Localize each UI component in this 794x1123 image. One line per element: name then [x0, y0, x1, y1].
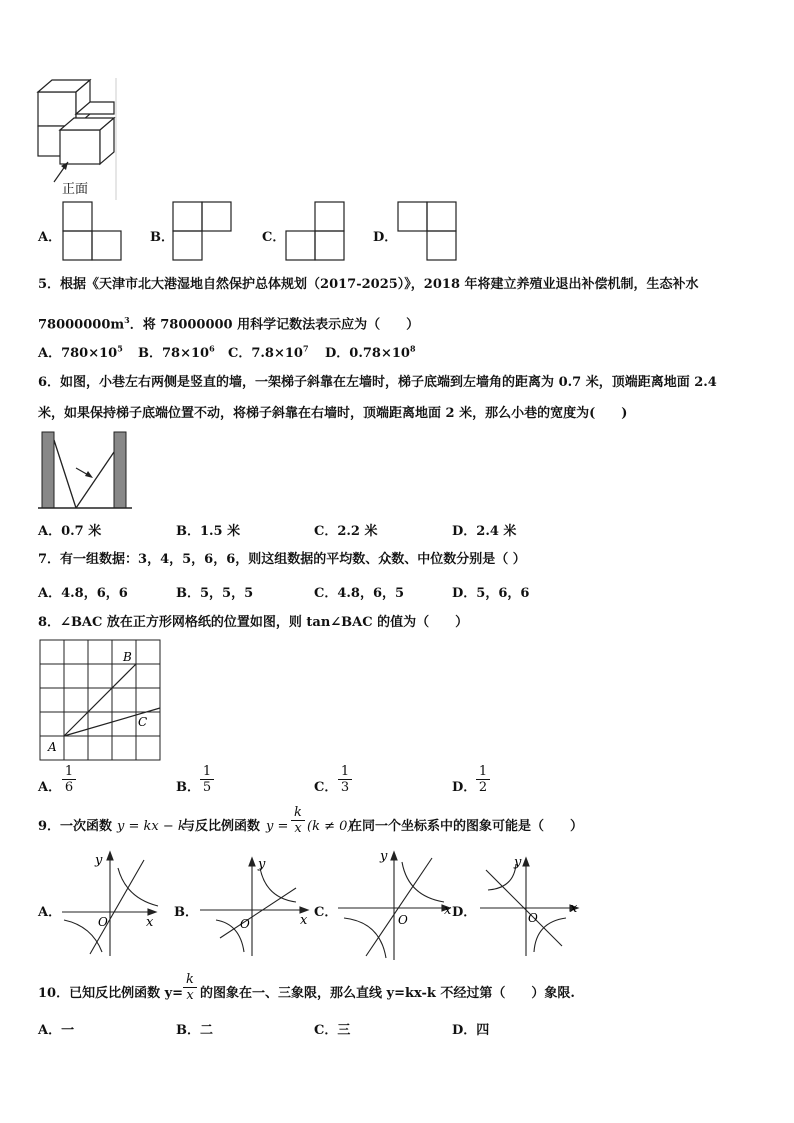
q10-option-b[interactable]: B．二	[176, 1023, 213, 1038]
q9-graph-d	[474, 848, 584, 958]
front-label: 正面	[62, 182, 89, 197]
q9-option-d-label[interactable]: D．	[452, 905, 477, 920]
q8-stem: 8．∠BAC 放在正方形网格纸的位置如图，则 tan∠BAC 的值为（ ）	[38, 615, 469, 630]
point-c-label: C	[138, 715, 148, 729]
point-a-label: A	[48, 740, 57, 754]
q8-option-b-label[interactable]: B．	[176, 780, 200, 795]
q4-option-a-label[interactable]: A．	[38, 230, 62, 245]
q10-option-d[interactable]: D．四	[452, 1023, 490, 1038]
ladder-figure	[38, 430, 132, 510]
q4-option-b-label[interactable]: B．	[150, 230, 174, 245]
q7-option-d[interactable]: D．5，6，6	[452, 586, 530, 601]
q10-stem-prefix: 10．已知反比例函数 y=	[38, 986, 184, 1001]
q9-graph-c	[336, 848, 456, 962]
q6-option-c[interactable]: C．2.2 米	[314, 524, 378, 539]
q9-inverse-fraction: $\frac{k}{x}$	[291, 805, 305, 836]
q6-option-b[interactable]: B．1.5 米	[176, 524, 241, 539]
q9-inverse-lhs: y =	[266, 819, 289, 834]
q8-option-d-label[interactable]: D．	[452, 780, 477, 795]
svg-text:x: x	[146, 915, 154, 930]
svg-text:O: O	[528, 911, 538, 925]
q8-option-a-label[interactable]: A．	[38, 780, 62, 795]
q5-option-b[interactable]: B．$78\times 10^6$	[138, 343, 215, 361]
q9-inverse-condition: (k ≠ 0)	[307, 819, 353, 834]
q4-option-c-figure	[285, 201, 347, 263]
q6-option-a[interactable]: A．0.7 米	[38, 524, 102, 539]
q9-option-b-label[interactable]: B．	[174, 905, 198, 920]
q6-stem-line1: 6．如图，小巷左右两侧是竖直的墙，一架梯子斜靠在左墙时，梯子底端到左墙角的距离为 0.7 米，顶端距离地面 2.4	[38, 375, 717, 390]
q7-stem: 7．有一组数据：3，4，5，6，6，则这组数据的平均数、众数、中位数分别是（ ）	[38, 552, 526, 567]
q5-stem-line1: 5．根据《天津市北大港湿地自然保护总体规划（2017-2025）》，2018 年将建立养殖业退出补偿机制，生态补水	[38, 277, 699, 292]
q5-stem-line2: $78000000m^3$．将 78000000 用科学记数法表示应为（ ）	[38, 315, 420, 333]
q9-option-c-label[interactable]: C．	[314, 905, 338, 920]
q5-option-d[interactable]: D．$0.78\times 10^8$	[325, 343, 416, 361]
q8-option-c-fraction: $\frac{1}{3}$	[338, 764, 352, 795]
q4-option-a-figure	[62, 201, 124, 263]
q9-stem-prefix: 9．一次函数	[38, 819, 113, 834]
svg-text:x: x	[300, 913, 308, 928]
svg-text:O: O	[240, 917, 250, 931]
q5-option-a[interactable]: A．$780\times 10^5$	[38, 343, 123, 361]
q9-graph-b	[196, 848, 314, 958]
q9-graph-a	[60, 848, 160, 958]
q7-option-a[interactable]: A．4.8，6，6	[38, 586, 128, 601]
q4-option-d-label[interactable]: D．	[373, 230, 398, 245]
q10-fraction: $\frac{k}{x}$	[183, 972, 197, 1003]
q9-linear-function: y = kx − k	[117, 819, 186, 834]
q4-option-d-figure	[397, 201, 459, 263]
svg-text:y: y	[380, 849, 388, 864]
svg-text:O: O	[398, 913, 408, 927]
q7-option-c[interactable]: C．4.8，6，5	[314, 586, 405, 601]
q5-option-c[interactable]: C．$7.8\times 10^7$	[228, 343, 309, 361]
point-b-label: B	[123, 650, 132, 664]
q10-option-c[interactable]: C．三	[314, 1023, 351, 1038]
grid-angle-figure	[38, 638, 162, 762]
svg-text:y: y	[258, 857, 266, 872]
q10-stem-suffix: 的图象在一、三象限，那么直线 y=kx-k 不经过第（ ）象限.	[200, 986, 575, 1001]
q9-stem-mid: 与反比例函数	[182, 819, 261, 834]
svg-text:x: x	[570, 901, 578, 916]
q6-option-d[interactable]: D．2.4 米	[452, 524, 517, 539]
q4-option-b-figure	[172, 201, 234, 263]
svg-text:y: y	[95, 853, 103, 868]
q4-option-c-label[interactable]: C．	[262, 230, 286, 245]
svg-text:x: x	[444, 903, 452, 918]
q9-option-a-label[interactable]: A．	[38, 905, 62, 920]
svg-text:y: y	[514, 855, 522, 870]
q8-option-b-fraction: $\frac{1}{5}$	[200, 764, 214, 795]
q8-option-a-fraction: $\frac{1}{6}$	[62, 764, 76, 795]
q6-stem-line2: 米，如果保持梯子底端位置不动，将梯子斜靠在右墙时，顶端距离地面 2 米，那么小巷的宽度为( )	[38, 406, 628, 421]
q8-option-d-fraction: $\frac{1}{2}$	[476, 764, 490, 795]
svg-text:O: O	[98, 915, 108, 929]
q7-option-b[interactable]: B．5，5，5	[176, 586, 254, 601]
q9-stem-suffix: 在同一个坐标系中的图象可能是（ ）	[349, 819, 584, 834]
q8-option-c-label[interactable]: C．	[314, 780, 338, 795]
q10-option-a[interactable]: A．一	[38, 1023, 75, 1038]
